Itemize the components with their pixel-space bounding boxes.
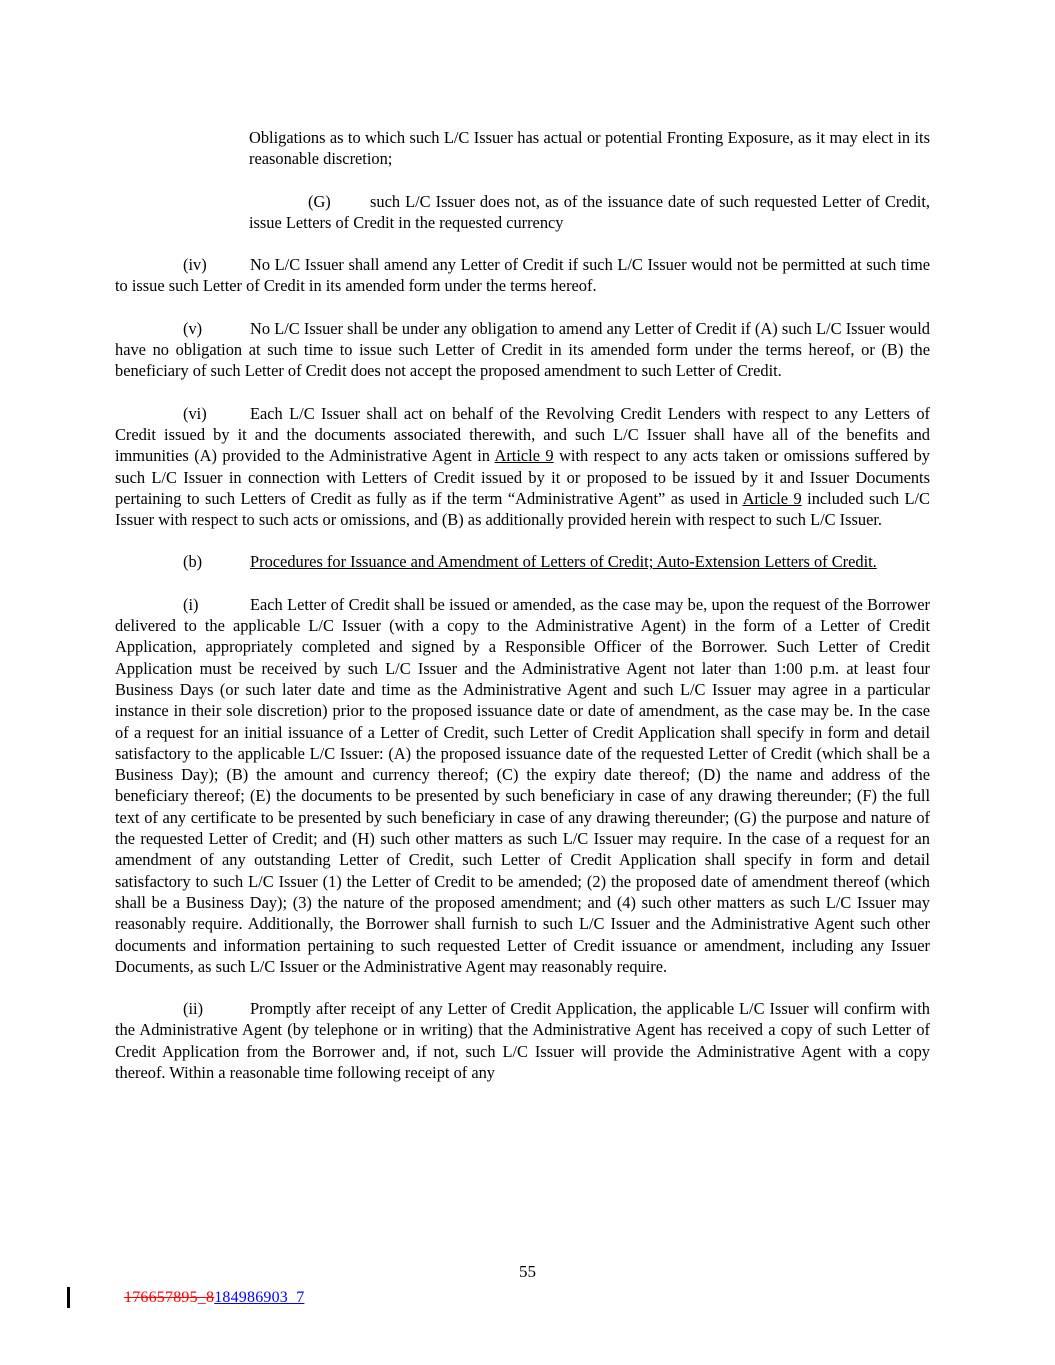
- underlined-text: Article 9: [494, 446, 554, 466]
- paragraph: [115, 254, 930, 297]
- paragraph: [115, 594, 930, 977]
- text-run: Obligations as to which such L/C Issuer has actual or potential Fronting Exposure, as it may elect in its reasonable discretion;: [249, 128, 930, 169]
- text-run: with respect to any acts taken or omissions suffered by such L/C Issuer in connection with Letters of Credit issued by it or proposed to be issued by it and Issuer Documents pertaining to such Letters of Credit as fully as if the term “Administrative Agent” as used in: [115, 446, 930, 508]
- text-run: No L/C Issuer shall amend any Letter of Credit if such L/C Issuer would not be permitted at such time to issue such Letter of Credit in its amended form under the terms hereof.: [115, 255, 930, 296]
- clause-label: (i): [183, 594, 199, 614]
- text-run: No L/C Issuer shall be under any obligation to amend any Letter of Credit if (A) such L/C Issuer would have no obligation at such time to issue such Letter of Credit in its amended form under the terms hereof, or (B) the beneficiary of such Letter of Credit does not accept the proposed amendment to such Letter of Credit.: [115, 318, 930, 381]
- clause-label: (vi): [183, 403, 207, 423]
- footer-document-ids: [124, 1288, 304, 1307]
- clause-label: (ii): [183, 999, 204, 1019]
- text-run: Promptly after receipt of any Letter of Credit Application, the applicable L/C Issuer will confirm with the Administrative Agent (by telephone or in writing) that the Administrative Agent has received a copy of such Letter of Credit Application from the Borrower and, if not, such L/C Issuer will provide the Administrative Agent with a copy thereof. Within a reasonable time following receipt of any: [115, 999, 930, 1082]
- clause-label: (iv): [183, 255, 207, 275]
- change-bar: [67, 1287, 70, 1308]
- document-body: [115, 127, 930, 1083]
- clause-label: (v): [183, 318, 203, 338]
- clause-label: (b): [183, 552, 203, 572]
- page-number: 55: [519, 1262, 536, 1281]
- clause-label: (G): [308, 191, 331, 211]
- paragraph: [115, 318, 930, 382]
- text-run: Each Letter of Credit shall be issued or amended, as the case may be, upon the request of the Borrower delivered to the applicable L/C Issuer (with a copy to the Administrative Agent) in the form of a Letter of Credit Application, appropriately completed and signed by a Responsible Officer of the Borrower. Such Letter of Credit Application must be received by such L/C Issuer and the Administrative Agent not later than 1:00 p.m. at least four Business Days (or such later date and time as the Administrative Agent and such L/C Issuer may agree in a particular instance in their sole discretion) prior to the proposed issuance date or date of amendment, as the case may be. In the case of a request for an initial issuance of a Letter of Credit, such Letter of Credit Application shall specify in form and detail satisfactory to the applicable L/C Issuer: (A) the proposed issuance date of the requested Letter of Credit (which shall be a Business Day); (B) the amount and currency thereof; (C) the expiry date thereof; (D) the name and address of the beneficiary thereof; (E) the documents to be presented by such beneficiary in case of any drawing thereunder; (F) the full text of any certificate to be presented by such beneficiary in case of any drawing thereunder; (G) the purpose and nature of the requested Letter of Credit; and (H) such other matters as such L/C Issuer may require. In the case of a request for an amendment of any outstanding Letter of Credit, such Letter of Credit Application shall specify in form and detail satisfactory to such L/C Issuer (1) the Letter of Credit to be amended; (2) the proposed date of amendment thereof (which shall be a Business Day); (3) the nature of the proposed amendment; and (4) such other matters as such L/C Issuer may reasonably require. Additionally, the Borrower shall furnish to such L/C Issuer and the Administrative Agent such other documents and information pertaining to such requested Letter of Credit issuance or amendment, including any Issuer Documents, as such L/C Issuer or the Administrative Agent may reasonably require.: [115, 594, 930, 976]
- paragraph: [115, 403, 930, 531]
- paragraph: [115, 551, 930, 572]
- paragraph: [115, 998, 930, 1083]
- paragraph: [249, 127, 930, 170]
- underlined-text: Procedures for Issuance and Amendment of Letters of Credit; Auto-Extension Letters of Credit.: [250, 552, 877, 572]
- text-run: such L/C Issuer does not, as of the issuance date of such requested Letter of Credit, issue Letters of Credit in the requested currency: [249, 191, 930, 232]
- inserted-document-id: 184986903_7: [214, 1289, 305, 1306]
- underlined-text: Article 9: [742, 488, 802, 508]
- text-run: included such L/C Issuer with respect to such acts or omissions, and (B) as additionally provided herein with respect to such L/C Issuer.: [115, 488, 930, 530]
- deleted-document-id: 176657895_8: [124, 1289, 215, 1306]
- text-run: Each L/C Issuer shall act on behalf of the Revolving Credit Lenders with respect to any Letters of Credit issued by it and the documents associated therewith, and such L/C Issuer shall have all of the benefits and immunities (A) provided to the Administrative Agent in: [115, 403, 930, 466]
- paragraph: [249, 191, 930, 234]
